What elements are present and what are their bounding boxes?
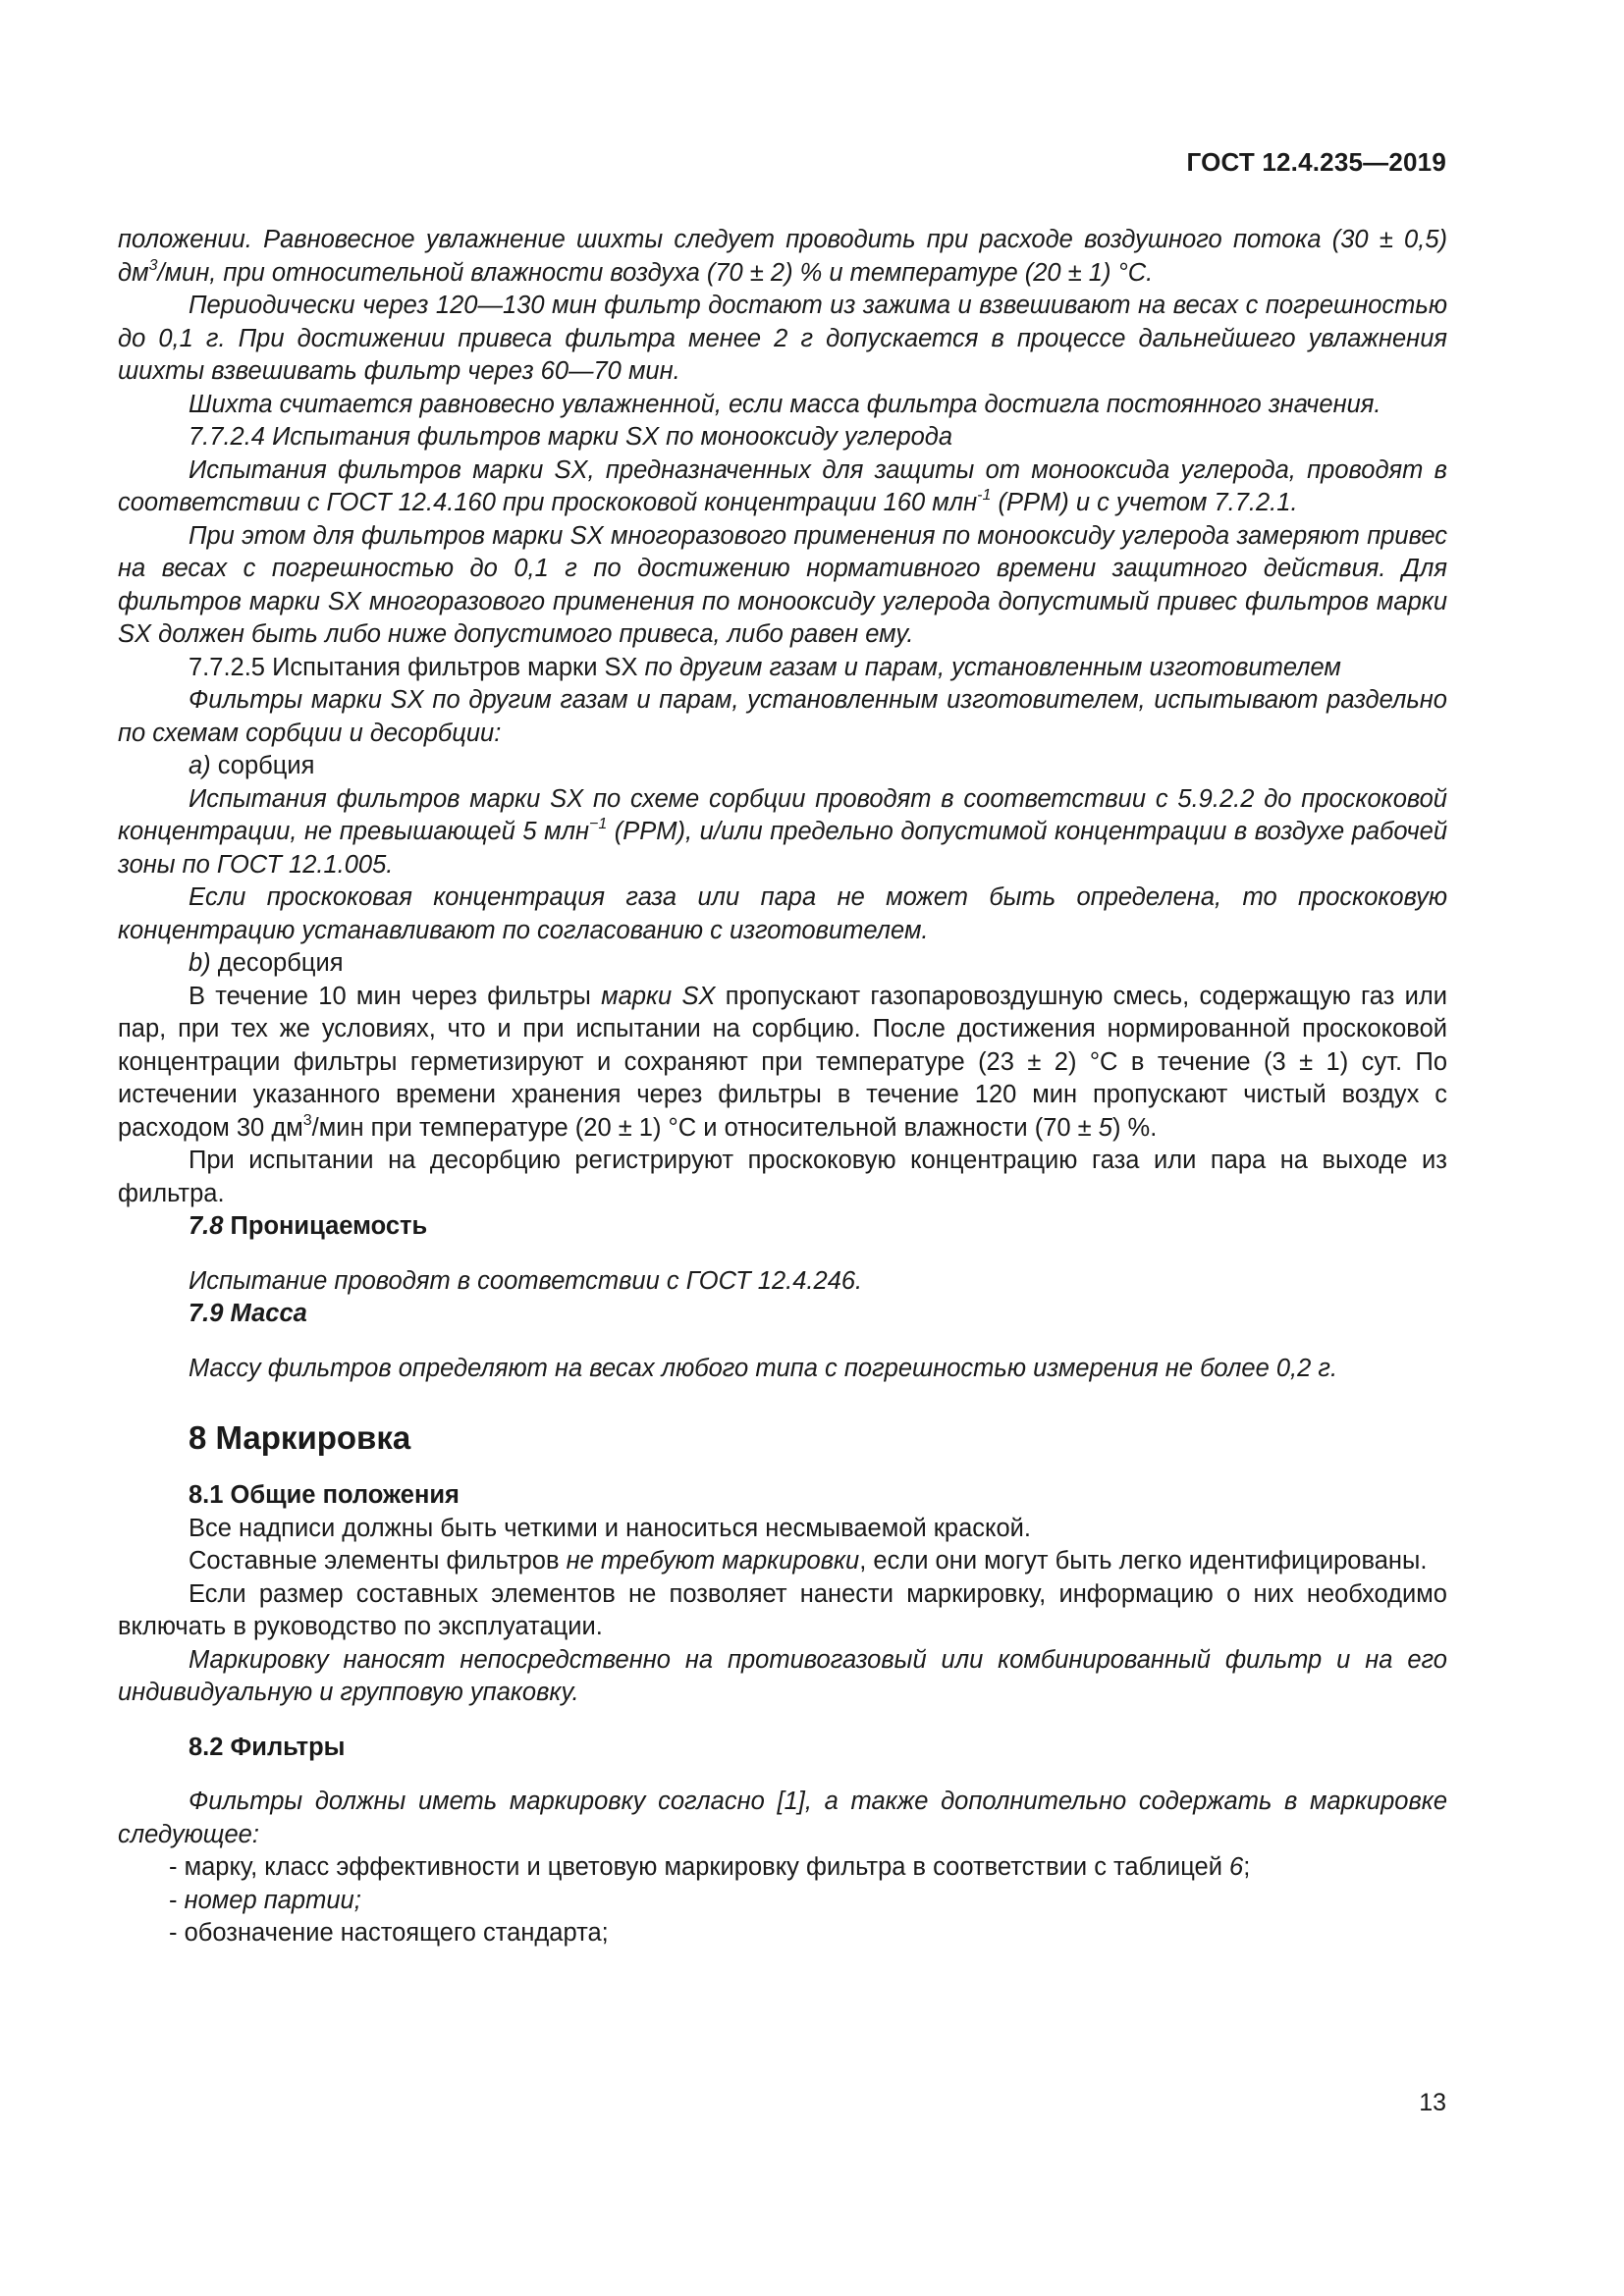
section-heading-8: 8 Маркировка: [189, 1419, 411, 1456]
section-number: 7.9: [189, 1300, 224, 1327]
text-run: , если они могут быть легко идентифицированы.: [859, 1547, 1428, 1575]
text-run: пропускают газопаровоздушную смесь, содержащую газ или пар, при тех же условиях, что и при испытании на сорбцию. После достижения нормированной проскоковой концентрации фильтры герметизируют и сохраняют при температуре (23 ± 2) °С в течение (3 ± 1) сут. По истечении указанного времени хранения через фильтры в течение 120 мин пропускают чистый воздух с расходом 30 дм: [118, 982, 1447, 1142]
paragraph: При испытании на десорбцию регистрируют проскоковую концентрацию газа или пара на выходе из фильтра.: [118, 1147, 1447, 1207]
paragraph: [118, 783, 1447, 882]
paragraph: Шихта считается равновесно увлажненной, если масса фильтра достигла постоянного значения.: [189, 390, 1381, 418]
list-item: [118, 1885, 1447, 1918]
section-title: Проницаемость: [223, 1212, 428, 1240]
text-run: - марку, класс эффективности и цветовую маркировку фильтра в соответствии с таблицей: [169, 1853, 1230, 1881]
text-run: ) %.: [1111, 1113, 1158, 1142]
section-heading-7-8: [118, 1210, 1447, 1244]
text-run: (PPM) и с учетом 7.7.2.1.: [991, 489, 1298, 516]
paragraph: Маркировку наносят непосредственно на противогазовый или комбинированный фильтр и на его индивидуальную и групповую упаковку.: [118, 1645, 1447, 1706]
superscript: -1: [977, 487, 992, 504]
list-letter: a): [189, 752, 211, 779]
paragraph: Если проскоковая концентрация газа или пара не может быть определена, то проскоковую концентрацию устанавливают по согласованию с изготовителем.: [118, 883, 1447, 944]
paragraph: При этом для фильтров марки SX многоразового применения по монооксиду углерода замеряют привес на весах с погрешностью до 0,1 г по достижению нормативного времени защитного действия. Для фильтров марки SX многоразового применения по монооксиду углерода допустимый привес фильтров марки SX должен быть либо ниже допустимого привеса, либо равен ему.: [118, 521, 1447, 648]
subclause-heading: [118, 652, 1447, 685]
list-item: [118, 750, 1447, 783]
list-item: [118, 1917, 1447, 1950]
text-run: Испытания фильтров марки SX по схеме сорбции проводят в соответствии с 5.9.2.2 до проскоковой концентрации, не превышающей 5 млн: [118, 784, 1447, 845]
text-run: В течение 10 мин через фильтры: [189, 982, 602, 1010]
list-item: [118, 947, 1447, 981]
document-body: [118, 224, 1447, 1950]
paragraph: Массу фильтров определяют на весах любого типа с погрешностью измерения не более 0,2 г.: [189, 1354, 1338, 1382]
list-letter: b): [189, 949, 211, 977]
text-run: Составные элементы фильтров: [189, 1547, 567, 1575]
paragraph: [118, 1545, 1447, 1578]
text-run: ;: [1243, 1853, 1251, 1881]
text-run: -: [169, 1886, 185, 1914]
section-heading-7-9: [118, 1298, 1447, 1331]
text-run: сорбция: [210, 752, 315, 779]
paragraph: Если размер составных элементов не позволяет нанести маркировку, информацию о них необходимо включать в руководство по эксплуатации.: [118, 1579, 1447, 1640]
text-run: по другим газам и парам, установленным изготовителем: [644, 653, 1341, 681]
text-run: - обозначение настоящего стандарта;: [169, 1919, 609, 1947]
subclause-heading: 7.7.2.4 Испытания фильтров марки SX по монооксиду углерода: [189, 423, 953, 451]
paragraph: Фильтры марки SX по другим газам и парам, установленным изготовителем, испытывают раздельно по схемам сорбции и десорбции:: [118, 686, 1447, 747]
text-run: 7.7.2.5 Испытания фильтров марки SX: [189, 653, 645, 681]
paragraph: [118, 454, 1447, 520]
superscript: 3: [148, 256, 158, 274]
superscript: −1: [588, 816, 608, 832]
paragraph: Периодически через 120—130 мин фильтр достают из зажима и взвешивают на весах с погрешностью до 0,1 г. При достижении привеса фильтра менее 2 г допускается в процессе дальнейшего увлажнения шихты взвешивать фильтр через 60—70 мин.: [118, 292, 1447, 385]
text-run: номер партии;: [184, 1886, 361, 1914]
text-run: 6: [1229, 1853, 1244, 1881]
section-heading-8-1: 8.1 Общие положения: [189, 1481, 460, 1509]
document-header: ГОСТ 12.4.235—2019: [1186, 147, 1446, 177]
text-run: не требуют маркировки: [566, 1547, 860, 1575]
page-number: 13: [1419, 2089, 1446, 2116]
section-title: Масса: [223, 1300, 307, 1327]
text-run: /мин при температуре (20 ± 1) °С и относительной влажности (70 ±: [311, 1113, 1099, 1142]
text-run: марки SX: [601, 982, 716, 1010]
text-run: Испытания фильтров марки SX, предназначенных для защиты от монооксида углерода, проводят в соответствии с ГОСТ 12.4.160 при проскоковой концентрации 160 млн: [118, 455, 1447, 516]
text-run: 5: [1098, 1113, 1112, 1142]
superscript: 3: [302, 1111, 312, 1129]
paragraph: Фильтры должны иметь маркировку согласно [1], а также дополнительно содержать в маркировке следующее:: [118, 1788, 1447, 1848]
section-heading-8-2: 8.2 Фильтры: [189, 1733, 346, 1761]
paragraph: [118, 224, 1447, 290]
text-run: десорбция: [210, 949, 344, 977]
paragraph: Все надписи должны быть четкими и наноситься несмываемой краской.: [189, 1514, 1031, 1542]
list-item: [118, 1851, 1447, 1885]
text-run: положении. Равновесное увлажнение шихты следует проводить при расходе воздушного потока (30 ± 0,5) дм: [118, 226, 1447, 287]
text-run: /мин, при относительной влажности воздуха (70 ± 2) % и температуре (20 ± 1) °С.: [157, 258, 1154, 287]
paragraph: [118, 981, 1447, 1146]
section-number: 7.8: [189, 1212, 224, 1240]
paragraph: Испытание проводят в соответствии с ГОСТ 12.4.246.: [189, 1266, 863, 1295]
text-run: (PPM), и/или предельно допустимой концентрации в воздухе рабочей зоны по ГОСТ 12.1.005.: [118, 818, 1447, 879]
